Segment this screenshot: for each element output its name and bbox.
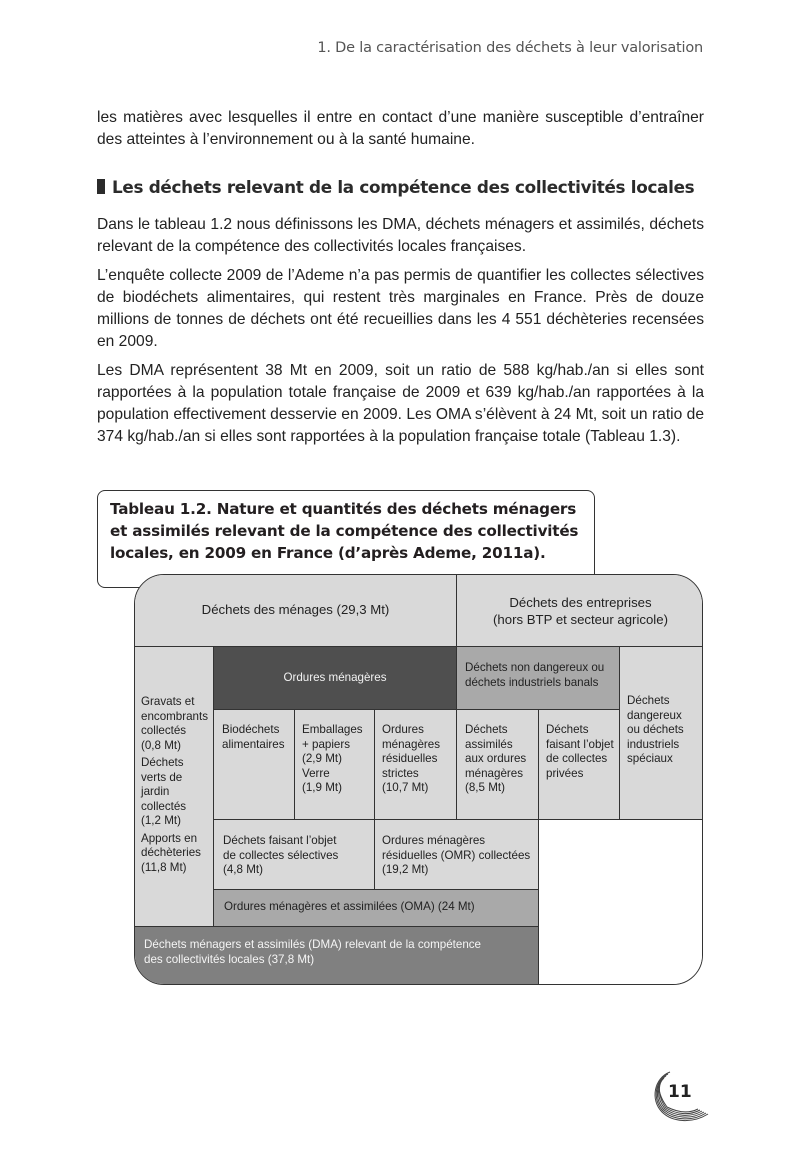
dma-label: Déchets ménagers et assimilés (DMA) relevant de la compétence <box>144 938 482 951</box>
cell-text: Gravats et <box>141 695 195 708</box>
cell-text: collectés <box>141 724 187 737</box>
cell-text: Emballages <box>302 723 363 736</box>
section-title <box>97 177 717 197</box>
cell-text: (19,2 Mt) <box>382 863 429 876</box>
page-number: 11 <box>668 1082 692 1102</box>
band-label: déchets industriels banals <box>465 675 599 689</box>
cell-collectes-selectives <box>213 819 374 889</box>
cell-text: Déchets <box>141 756 184 769</box>
cell-text: aux ordures <box>465 752 527 765</box>
paragraph-intro <box>97 107 704 158</box>
cell-text: (8,5 Mt) <box>465 781 505 794</box>
cell-text: dangereux <box>627 708 682 722</box>
cell-text: Apports en <box>141 831 198 845</box>
cell-text: (4,8 Mt) <box>223 863 263 876</box>
cell-text: collectés <box>141 799 187 813</box>
cell-text: ménagères <box>465 766 524 780</box>
cell-collectes-privees <box>538 709 619 819</box>
paragraph: les matières avec lesquelles il entre en contact d’une manière susceptible d’entraîner des atteintes à l’environnement ou à la santé humaine. <box>97 109 704 148</box>
header-dechets-menages <box>135 575 456 646</box>
paragraph: L’enquête collecte 2009 de l’Ademe n’a pas permis de quantifier les collectes sélectives de biodéchets alimentaires, qui restent très marginales en France. Près de douze millions de tonnes de déchets ont été recueillies dans les 4 551 déchèteries recensées en 2009. <box>97 267 704 350</box>
cell-text: Biodéchets <box>222 723 280 736</box>
table-caption: Tableau 1.2. Nature et quantités des déchets ménagers et assimilés relevant de la compétence des collectivités locales, en 2009 en France (d’après Ademe, 2011a). <box>110 500 579 562</box>
paragraph: Les DMA représentent 38 Mt en 2009, soit un ratio de 588 kg/hab./an si elles sont rapportées à la population totale française de 2009 et 639 kg/hab./an rapportées à la population effectivement desservie en 2009. Les OMA s’élèvent à 24 Mt, soit un ratio de 374 kg/hab./an si elles sont rapportées à la population française totale (Tableau 1.3). <box>97 362 704 445</box>
cell-text: verts de <box>141 770 183 784</box>
cell-text: (11,8 Mt) <box>141 860 187 874</box>
dma-label: des collectivités locales (37,8 Mt) <box>144 952 315 966</box>
cell-text: Ordures <box>382 723 424 736</box>
cell-text: spéciaux <box>627 752 673 765</box>
cell-text: de collectes sélectives <box>223 848 339 862</box>
cell-apports-dechets-verts-gravats <box>135 646 213 926</box>
header-label: (hors BTP et secteur agricole) <box>493 611 668 627</box>
cell-text: Déchets <box>546 723 589 736</box>
cell-text: résiduelles <box>382 752 438 765</box>
running-head: 1. De la caractérisation des déchets à leur valorisation <box>317 40 703 56</box>
cell-text: + papiers <box>302 737 351 751</box>
cell-text: (1,2 Mt) <box>141 814 181 827</box>
page-number-badge <box>648 1068 718 1128</box>
row-dma <box>135 926 539 985</box>
cell-text: ou déchets <box>627 723 684 736</box>
paragraph: Dans le tableau 1.2 nous définissons les DMA, déchets ménagers et assimilés, déchets relevant de la compétence des collectivités locales françaises. <box>97 216 704 255</box>
band-label: Ordures ménagères <box>283 670 387 684</box>
cell-text: assimilés <box>465 737 513 751</box>
cell-text: (2,9 Mt) <box>302 752 342 765</box>
cell-text: strictes <box>382 766 419 780</box>
cell-text: déchèteries <box>141 846 201 859</box>
cell-text: (10,7 Mt) <box>382 781 429 794</box>
header-label: Déchets des ménages (29,3 Mt) <box>201 602 390 618</box>
band-ordures-menageres <box>213 646 456 709</box>
band-label: Déchets non dangereux ou <box>465 661 605 674</box>
cell-text: privées <box>546 766 584 780</box>
empty-area <box>538 819 703 985</box>
cell-emballages-verre <box>294 709 374 819</box>
cell-text: industriels <box>627 737 680 751</box>
cell-text: Déchets faisant l’objet <box>223 834 337 847</box>
cell-text: encombrants <box>141 709 209 723</box>
cell-dechets-assimiles <box>456 709 538 819</box>
cell-text: faisant l’objet <box>546 737 614 751</box>
row-oma <box>213 889 539 926</box>
cell-biodechets <box>213 709 294 819</box>
cell-dechets-dangereux <box>619 646 703 819</box>
cell-text: Déchets <box>627 694 670 707</box>
cell-text: résiduelles (OMR) collectées <box>382 848 531 862</box>
cell-text: Ordures ménagères <box>382 834 486 847</box>
section-title-text: Les déchets relevant de la compétence des collectivités locales <box>112 177 695 197</box>
cell-text: Verre <box>302 766 330 780</box>
cell-text: (1,9 Mt) <box>302 781 342 794</box>
cell-omr-strictes <box>374 709 456 819</box>
band-dechets-non-dangereux <box>456 646 619 709</box>
cell-text: Déchets <box>465 723 508 736</box>
cell-text: jardin <box>141 785 170 798</box>
section-bullet-icon <box>97 179 105 194</box>
oma-label: Ordures ménagères et assimilées (OMA) (24 Mt) <box>224 900 475 913</box>
cell-text: (0,8 Mt) <box>141 738 181 752</box>
cell-text: alimentaires <box>222 737 285 751</box>
header-label: Déchets des entreprises <box>509 594 652 610</box>
section-body <box>97 214 704 455</box>
cell-text: de collectes <box>546 752 608 765</box>
header-dechets-entreprises <box>456 575 703 646</box>
cell-omr-collectees <box>374 819 539 889</box>
waste-classification-diagram <box>134 574 703 985</box>
cell-text: ménagères <box>382 737 441 751</box>
